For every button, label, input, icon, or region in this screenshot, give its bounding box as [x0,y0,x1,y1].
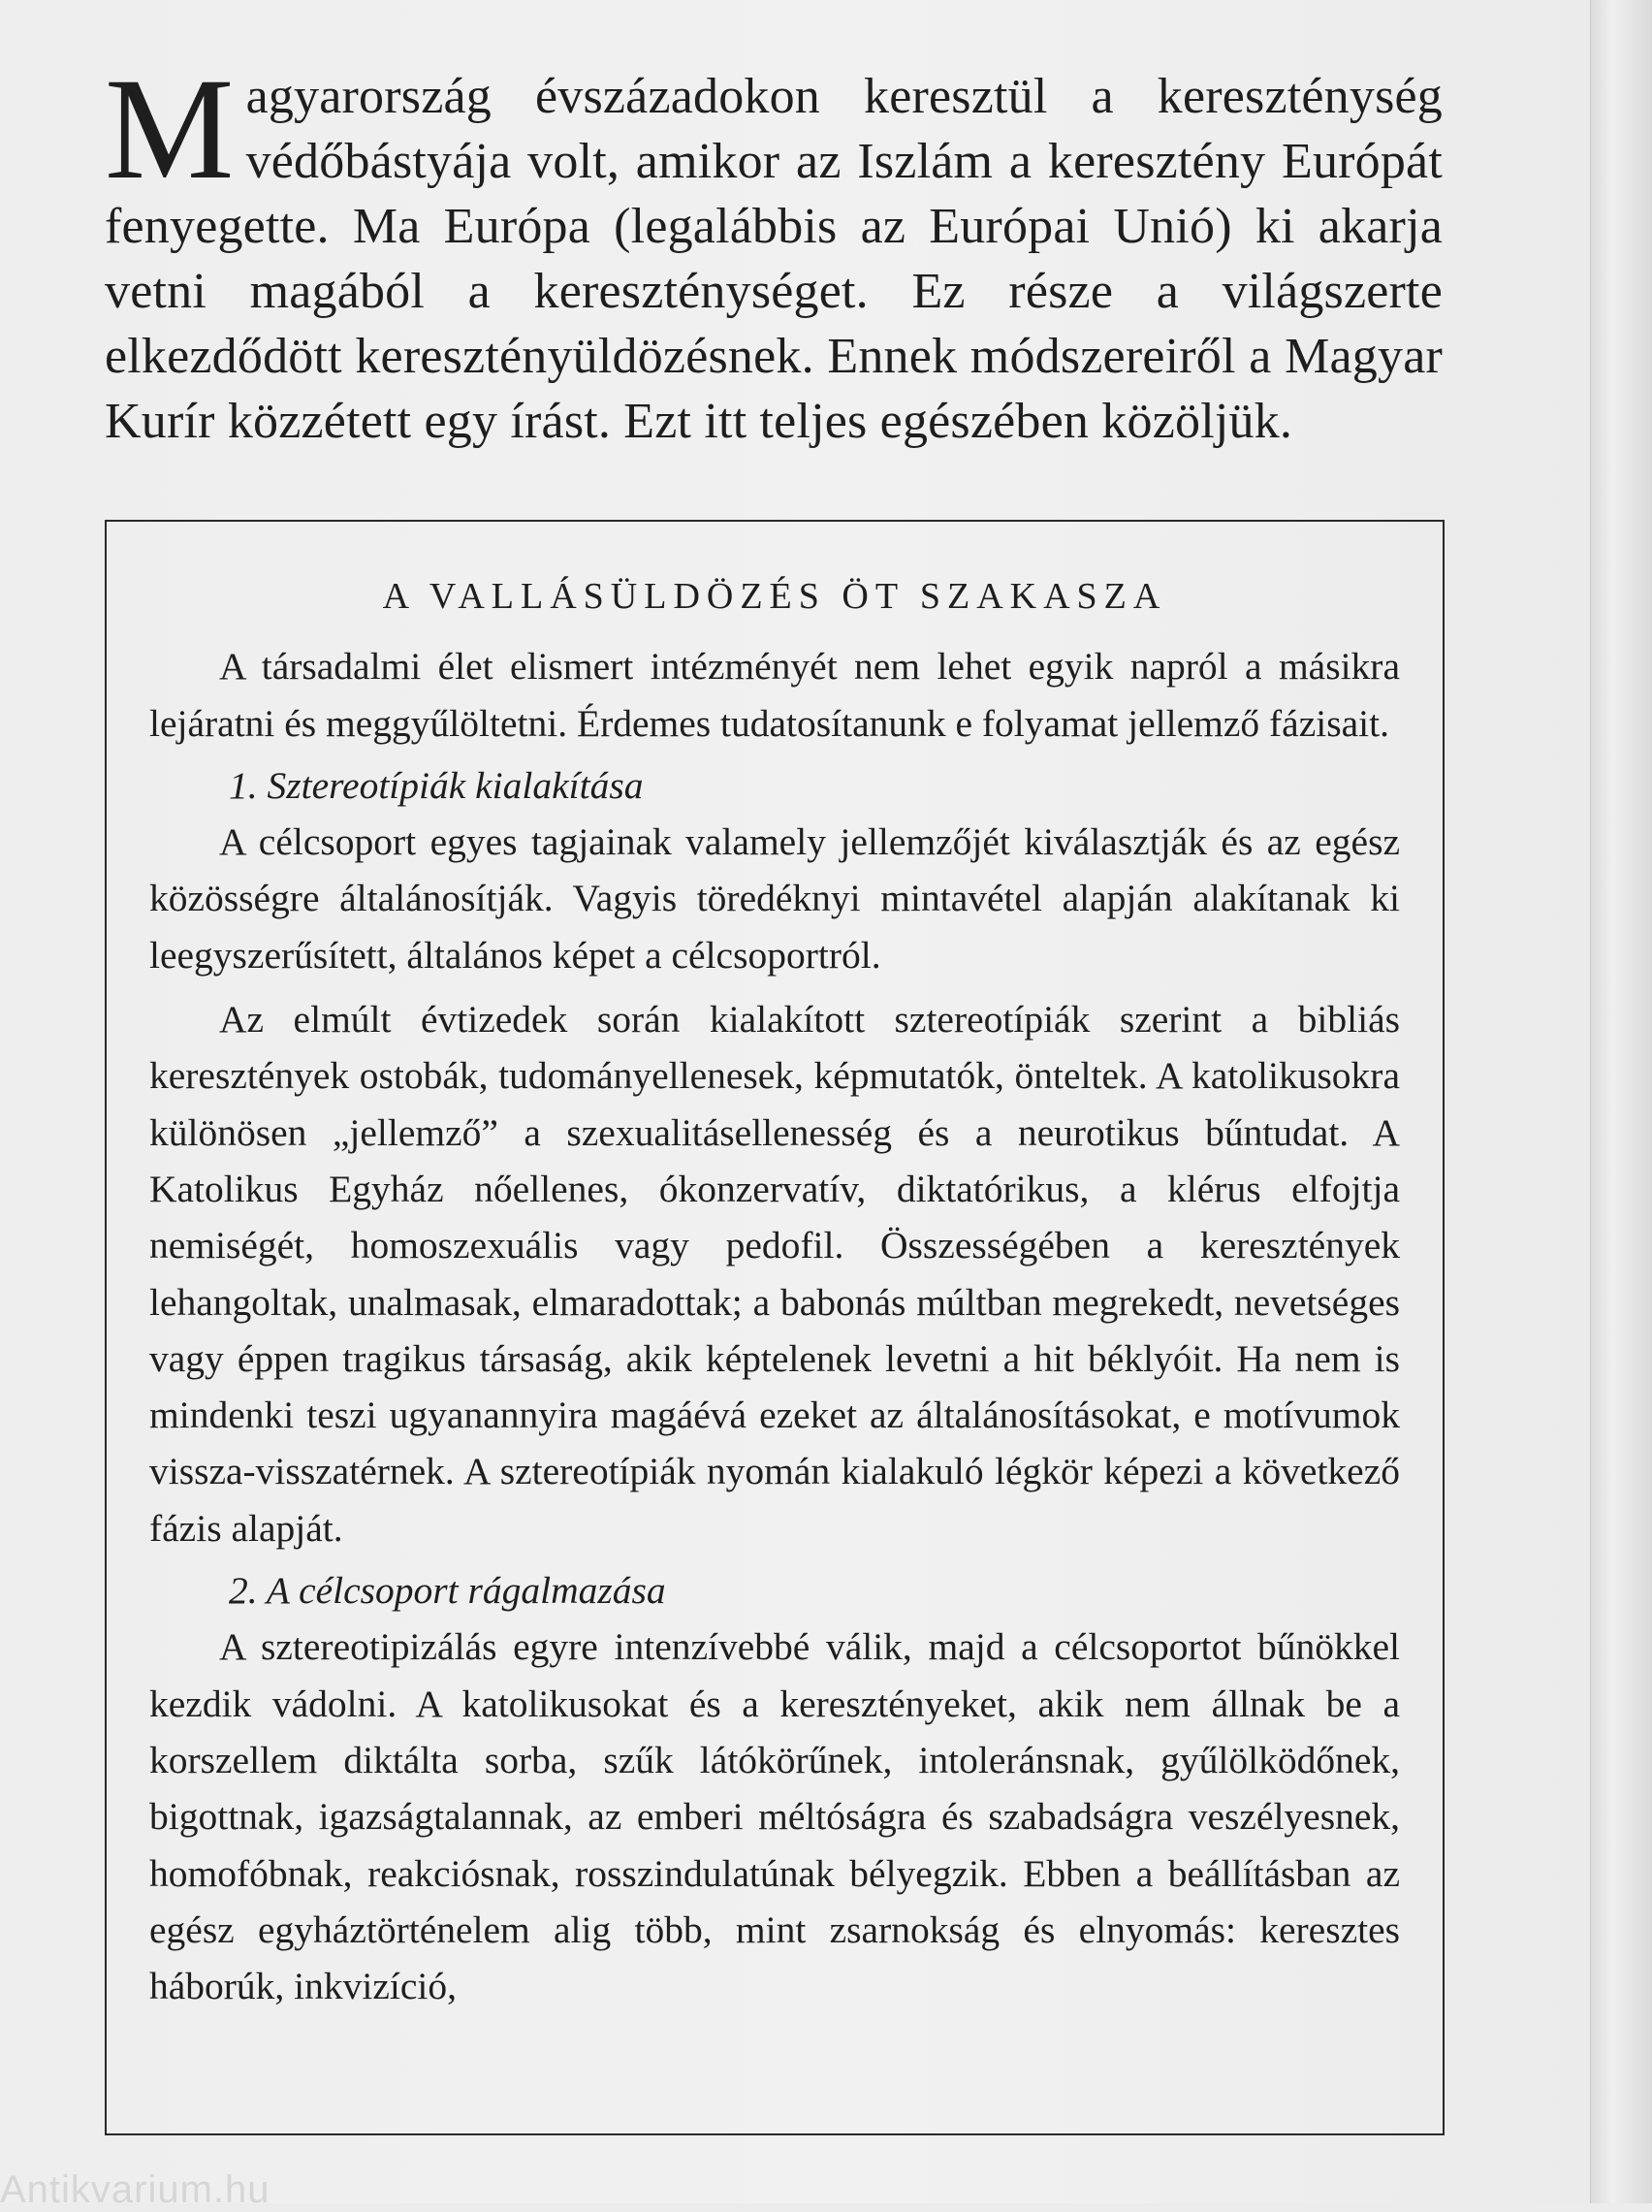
section-heading-2: 2. A célcsoport rágalmazása [229,1569,666,1613]
sidebar-box [105,520,1445,2135]
drop-cap: M [105,48,235,209]
section-heading-1: 1. Sztereotípiák kialakítása [229,763,644,807]
section-2-paragraph-1: A sztereotipizálás egyre intenzívebbé válik, majd a célcsoportot bűnökkel kezdik vádolni. A katolikusokat és a keresztényeket, akik nem állnak be a korszellem diktálta sorba, szűk látókörűnek, intoleránsnak, gyűlölködőnek, bigottnak, igazságtalannak, az emberi méltóságra és szabadságra veszélyesnek, homofóbnak, reakciósnak, rosszindulatúnak bélyegzik. Ebben a beállításban az egész egyháztörténelem alig több, mint zsarnokság és elnyomás: keresztes háborúk, inkvizíció, [149,1625,1400,2008]
intro-text: agyarország évszázadokon keresztül a kereszténység védőbástyája volt, amikor az Iszlám a keresztény Európát fenyegette. Ma Európa (legalábbis az Európai Unió) ki akarja vetni magából a kereszténységet. Ez része a világszerte elkezdődött keresztényüldözésnek. Ennek módszereiről a Magyar Kurír közzétett egy írást. Ezt itt teljes egészében közöljük. [105,69,1443,449]
lead-paragraph: A társadalmi élet elismert intézményét nem lehet egyik napról a másikra lejáratni és meggyűlöltetni. Érdemes tudatosítanunk e folyamat jellemző fázisait. [149,645,1400,745]
sidebar-title: A VALLÁSÜLDÖZÉS ÖT SZAKASZA [382,576,1167,617]
section-1-paragraph-1: A célcsoport egyes tagjainak valamely jellemzőjét kiválasztják és az egész közösségre általánosítják. Vagyis töredéknyi mintavétel alapján alakítanak ki leegyszerűsített, általános képet a célcsoportról. [149,820,1400,977]
section-1-paragraph-2: Az elmúlt évtizedek során kialakított sztereotípiák szerint a bibliás keresztények ostobák, tudományellenesek, képmutatók, önteltek. A katolikusokra különösen „jellemző” a szexualitásellenesség és a neurotikus bűntudat. A Katolikus Egyház nőellenes, ókonzervatív, diktatórikus, a klérus elfojtja nemiségét, homoszexuális vagy pedofil. Összességében a keresztények lehangoltak, unalmasak, elmaradottak; a babonás múltban megrekedt, nevetséges vagy éppen tragikus társaság, akik képtelenek levetni a hit béklyóit. Ha nem is mindenki teszi ugyanannyira magáévá ezeket az általánosításokat, e motívumok vissza-visszatérnek. A sztereotípiák nyomán kialakuló légkör képezi a következő fázis alapját. [149,998,1400,1550]
page-edge [1590,0,1652,2203]
intro-paragraph [105,48,1443,454]
watermark: Antikvarium.hu [0,2168,270,2211]
sidebar-content [149,568,1400,2014]
